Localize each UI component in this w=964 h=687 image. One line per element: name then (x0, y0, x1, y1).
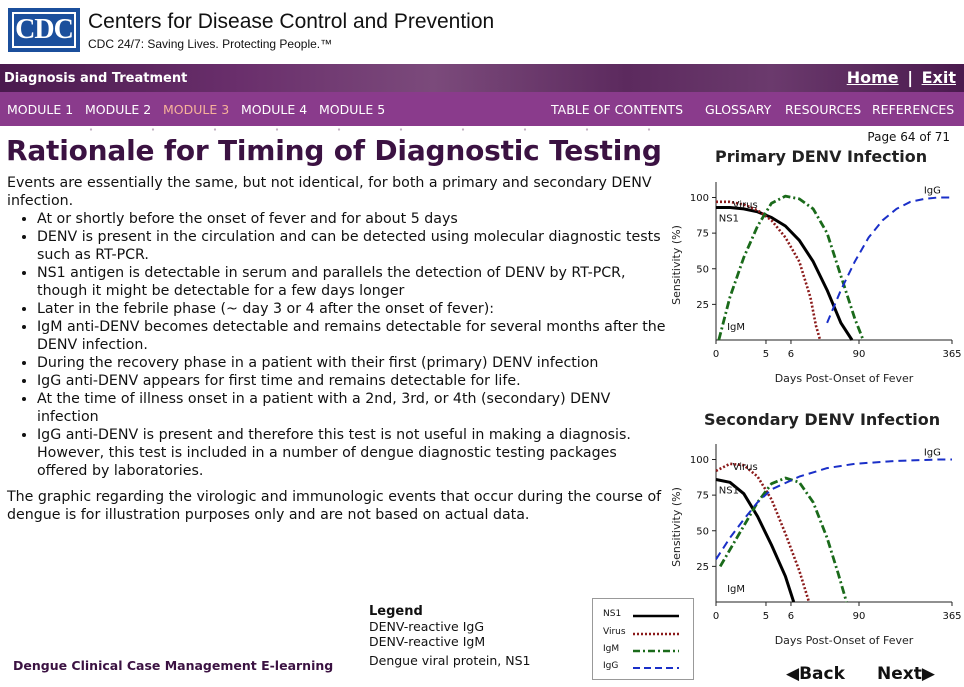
y-tick-label: 50 (696, 264, 709, 276)
series-line-igg (827, 198, 952, 323)
site-header (0, 0, 964, 64)
exit-link[interactable]: Exit (921, 68, 956, 87)
primary-infection-chart (660, 170, 960, 400)
y-tick-label: 50 (696, 526, 709, 538)
series-line-ns1 (716, 208, 852, 341)
legend-line: Dengue viral protein, NS1 (369, 653, 531, 668)
series-line-igm (719, 196, 863, 340)
x-tick-label: 0 (712, 611, 720, 622)
glossary-link[interactable]: GLOSSARY (705, 102, 772, 117)
section-title: Diagnosis and Treatment (4, 71, 188, 86)
x-axis-label: Days Post-Onset of Fever (774, 634, 914, 647)
legend-key (592, 598, 694, 680)
series-label-igm: IgM (727, 322, 746, 333)
main-content (7, 174, 667, 524)
x-tick-label: 5 (762, 611, 770, 622)
y-axis-label: Sensitivity (%) (670, 487, 683, 567)
x-tick-label: 6 (787, 611, 795, 622)
intro-text: Events are essentially the same, but not identical, for both a primary and secondary DENV infection. (7, 175, 652, 209)
resources-link[interactable]: RESOURCES (785, 102, 862, 117)
series-label-igg: IgG (923, 185, 941, 197)
x-tick-label: 90 (852, 611, 866, 622)
legend-entry-igg: IgG (603, 661, 619, 671)
legend-entry-virus: Virus (603, 627, 626, 637)
references-link[interactable]: REFERENCES (872, 102, 955, 117)
x-tick-label: 365 (942, 349, 962, 360)
x-tick-label: 6 (787, 349, 795, 360)
list-item: • At or shortly before the onset of fever and for about 5 days (37, 210, 667, 228)
y-tick-label: 75 (696, 228, 709, 240)
module-4-link[interactable]: MODULE 4 (241, 102, 308, 117)
secondary-infection-chart (660, 432, 960, 662)
org-name: Centers for Disease Control and Prevention (88, 10, 495, 33)
series-label-virus: Virus (732, 461, 758, 473)
y-tick-label: 100 (689, 193, 709, 204)
list-item: • At the time of illness onset in a patient with a 2nd, 3rd, or 4th (secondary) DENV infection (37, 390, 667, 426)
legend-swatch-igm (633, 648, 683, 654)
y-tick-label: 25 (696, 299, 709, 311)
cdc-logo[interactable] (8, 8, 80, 52)
y-tick-label: 75 (696, 490, 709, 502)
y-tick-label: 25 (696, 561, 709, 573)
series-label-igm: IgM (727, 584, 746, 595)
list-item: • DENV is present in the circulation and can be detected using molecular diagnostic tests such as RT-PCR. (37, 228, 667, 264)
bullet-list (19, 210, 667, 480)
legend-line: DENV-reactive IgM (369, 634, 486, 649)
series-label-ns1: NS1 (718, 485, 739, 497)
chart-title-secondary: Secondary DENV Infection (704, 410, 941, 429)
series-label-ns1: NS1 (718, 213, 739, 225)
tagline: CDC 24/7: Saving Lives. Protecting People.™ (88, 37, 333, 51)
series-label-virus: Virus (732, 199, 758, 211)
home-link[interactable]: Home (846, 68, 899, 87)
list-item: • IgG anti-DENV appears for first time and remains detectable for life. (37, 372, 667, 390)
y-axis-label: Sensitivity (%) (670, 225, 683, 305)
module-1-link[interactable]: MODULE 1 (7, 102, 74, 117)
legend-swatch-igg (633, 665, 683, 671)
legend-swatch-ns1 (633, 613, 683, 619)
list-item: • NS1 antigen is detectable in serum and parallels the detection of DENV by RT-PCR, though it might be detectable for a few days longer (37, 264, 667, 300)
x-tick-label: 0 (712, 349, 720, 360)
x-tick-label: 90 (852, 349, 866, 360)
legend-text (369, 604, 531, 668)
nav-separator: | (907, 68, 914, 87)
x-tick-label: 5 (762, 349, 770, 360)
legend-heading: Legend (369, 604, 423, 619)
series-line-igg (716, 460, 952, 560)
section-bar (0, 64, 964, 92)
legend-swatch-virus (633, 631, 683, 637)
table-of-contents-link[interactable]: TABLE OF CONTENTS (551, 102, 684, 117)
legend-line: DENV-reactive IgG (369, 619, 485, 634)
list-item: • IgG anti-DENV is present and therefore this test is not useful in making a diagnosis. However, this test is included in a number of dengue diagnostic testing packages offered by laboratories. (37, 426, 667, 480)
module-2-link[interactable]: MODULE 2 (85, 102, 152, 117)
legend-entry-igm: IgM (603, 644, 620, 654)
list-item: • IgM anti-DENV becomes detectable and remains detectable for several months after the DENV infection. (37, 318, 667, 354)
module-3-link[interactable]: MODULE 3 (163, 102, 230, 117)
course-title: Dengue Clinical Case Management E-learning (13, 658, 334, 673)
legend-entry-ns1: NS1 (603, 609, 622, 619)
chart-title-primary: Primary DENV Infection (715, 147, 928, 166)
y-tick-label: 100 (689, 455, 709, 466)
x-tick-label: 365 (942, 611, 962, 622)
page-title: Rationale for Timing of Diagnostic Testing (6, 134, 662, 167)
series-label-igg: IgG (923, 447, 941, 459)
next-button[interactable]: Next▶ (877, 664, 935, 684)
list-item: • Later in the febrile phase (~ day 3 or 4 after the onset of fever): (37, 300, 667, 318)
list-item: • During the recovery phase in a patient with their first (primary) DENV infection (37, 354, 667, 372)
back-button[interactable]: ◀Back (786, 664, 845, 684)
module-nav (0, 92, 964, 126)
module-5-link[interactable]: MODULE 5 (319, 102, 386, 117)
x-axis-label: Days Post-Onset of Fever (774, 372, 914, 385)
page-number: Page 64 of 71 (867, 130, 950, 144)
top-nav (847, 68, 956, 87)
cdc-logo-text: CDC (12, 12, 76, 48)
closing-text: The graphic regarding the virologic and immunologic events that occur during the course of dengue is for illustration purposes only and are not based on actual data. (7, 489, 662, 523)
title-divider-dots (60, 128, 660, 131)
